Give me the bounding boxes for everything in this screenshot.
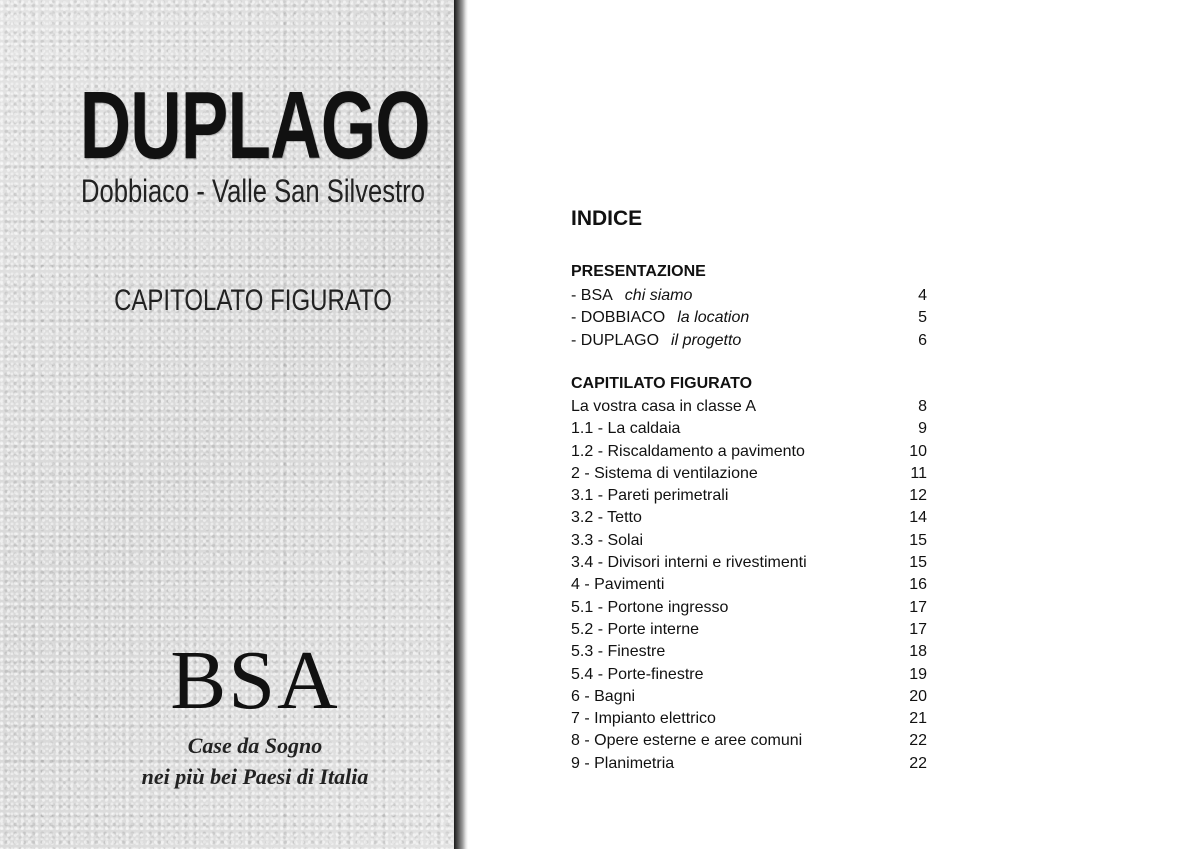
toc-item-page: 10 xyxy=(909,442,927,460)
toc-item[interactable] xyxy=(571,485,927,507)
toc-item[interactable] xyxy=(571,307,927,329)
presentation-heading: PRESENTAZIONE xyxy=(571,263,706,280)
toc-item-label: - DOBBIACO xyxy=(571,309,666,327)
index-heading: INDICE xyxy=(571,207,643,230)
toc-item-page: 19 xyxy=(909,665,927,683)
toc-item-page: 9 xyxy=(918,420,927,438)
toc-item[interactable] xyxy=(571,463,927,485)
toc-item-page: 22 xyxy=(909,732,927,750)
toc-item-label: 5.3 - Finestre xyxy=(571,643,666,661)
toc-item-label: 3.2 - Tetto xyxy=(571,509,642,527)
toc-item-label: 8 - Opere esterne e aree comuni xyxy=(571,732,803,750)
chapters-list xyxy=(571,396,927,775)
toc-item-page: 21 xyxy=(909,710,927,728)
toc-item-note: chi siamo xyxy=(624,287,693,304)
toc-item-label: 7 - Impianto elettrico xyxy=(571,710,716,728)
toc-item-page: 22 xyxy=(909,754,927,772)
toc-item[interactable] xyxy=(571,285,927,307)
toc-item-page: 5 xyxy=(918,309,927,327)
toc-item-label: 3.4 - Divisori interni e rivestimenti xyxy=(571,554,807,572)
bsa-logo: BSA xyxy=(170,634,340,727)
toc-item-page: 16 xyxy=(909,576,927,594)
toc-item[interactable] xyxy=(571,418,927,440)
toc-item[interactable] xyxy=(571,708,927,730)
toc-item[interactable] xyxy=(571,530,927,552)
toc-item-page: 15 xyxy=(909,531,927,549)
toc-item-page: 8 xyxy=(918,398,927,415)
toc-item-label: 4 - Pavimenti xyxy=(571,576,665,594)
toc-item[interactable] xyxy=(571,396,927,418)
toc-item[interactable] xyxy=(571,641,927,663)
toc-item-page: 20 xyxy=(909,687,927,705)
toc-item-label: - BSA xyxy=(571,287,613,304)
toc-item-note: la location xyxy=(677,309,750,327)
toc-item-page: 11 xyxy=(910,464,927,482)
tagline-line-1: Case da Sogno xyxy=(187,733,323,758)
toc-item-label: 6 - Bagni xyxy=(571,687,636,705)
toc-item-label: 3.1 - Pareti perimetrali xyxy=(571,487,729,505)
toc-item-label: 5.1 - Portone ingresso xyxy=(571,598,729,616)
toc-item-label: - DUPLAGO xyxy=(571,331,660,349)
toc-item[interactable] xyxy=(571,664,927,686)
toc-item[interactable] xyxy=(571,753,927,775)
toc-item-label: 2 - Sistema di ventilazione xyxy=(571,464,758,482)
toc-item-page: 15 xyxy=(909,554,927,572)
toc-item-page: 4 xyxy=(918,287,927,304)
toc-item[interactable] xyxy=(571,441,927,463)
tagline-line-2: nei più bei Paesi di Italia xyxy=(141,764,369,789)
toc-item[interactable] xyxy=(571,552,927,574)
chapters-heading: CAPITILATO FIGURATO xyxy=(571,375,753,392)
toc-item-page: 18 xyxy=(909,643,927,661)
page-spine-shadow xyxy=(454,0,468,849)
toc-item[interactable] xyxy=(571,619,927,641)
toc-item-label: 9 - Planimetria xyxy=(571,754,675,772)
toc-item-page: 17 xyxy=(909,620,927,638)
cover-title: DUPLAGO xyxy=(79,72,430,179)
cover-subtitle: Dobbiaco - Valle San Silvestro xyxy=(81,173,425,209)
document-type: CAPITOLATO FIGURATO xyxy=(114,284,392,317)
toc-item-label: 1.1 - La caldaia xyxy=(571,420,681,438)
toc-item-label: 1.2 - Riscaldamento a pavimento xyxy=(571,442,805,460)
presentation-list xyxy=(571,285,927,352)
cover-panel xyxy=(0,0,454,849)
toc-item[interactable] xyxy=(571,597,927,619)
toc-item[interactable] xyxy=(571,686,927,708)
toc-item-page: 12 xyxy=(909,487,927,505)
toc-item-page: 14 xyxy=(909,509,927,527)
toc-item-page: 6 xyxy=(918,331,927,349)
toc-item[interactable] xyxy=(571,507,927,529)
toc-item-label: 5.2 - Porte interne xyxy=(571,620,700,638)
toc-item[interactable] xyxy=(571,574,927,596)
toc-item[interactable] xyxy=(571,330,927,352)
toc-item[interactable] xyxy=(571,730,927,752)
toc-item-note: il progetto xyxy=(671,331,742,349)
toc-item-label: La vostra casa in classe A xyxy=(571,398,756,415)
toc-item-page: 17 xyxy=(909,598,927,616)
toc-item-label: 5.4 - Porte-finestre xyxy=(571,665,704,683)
toc-item-label: 3.3 - Solai xyxy=(571,531,644,549)
